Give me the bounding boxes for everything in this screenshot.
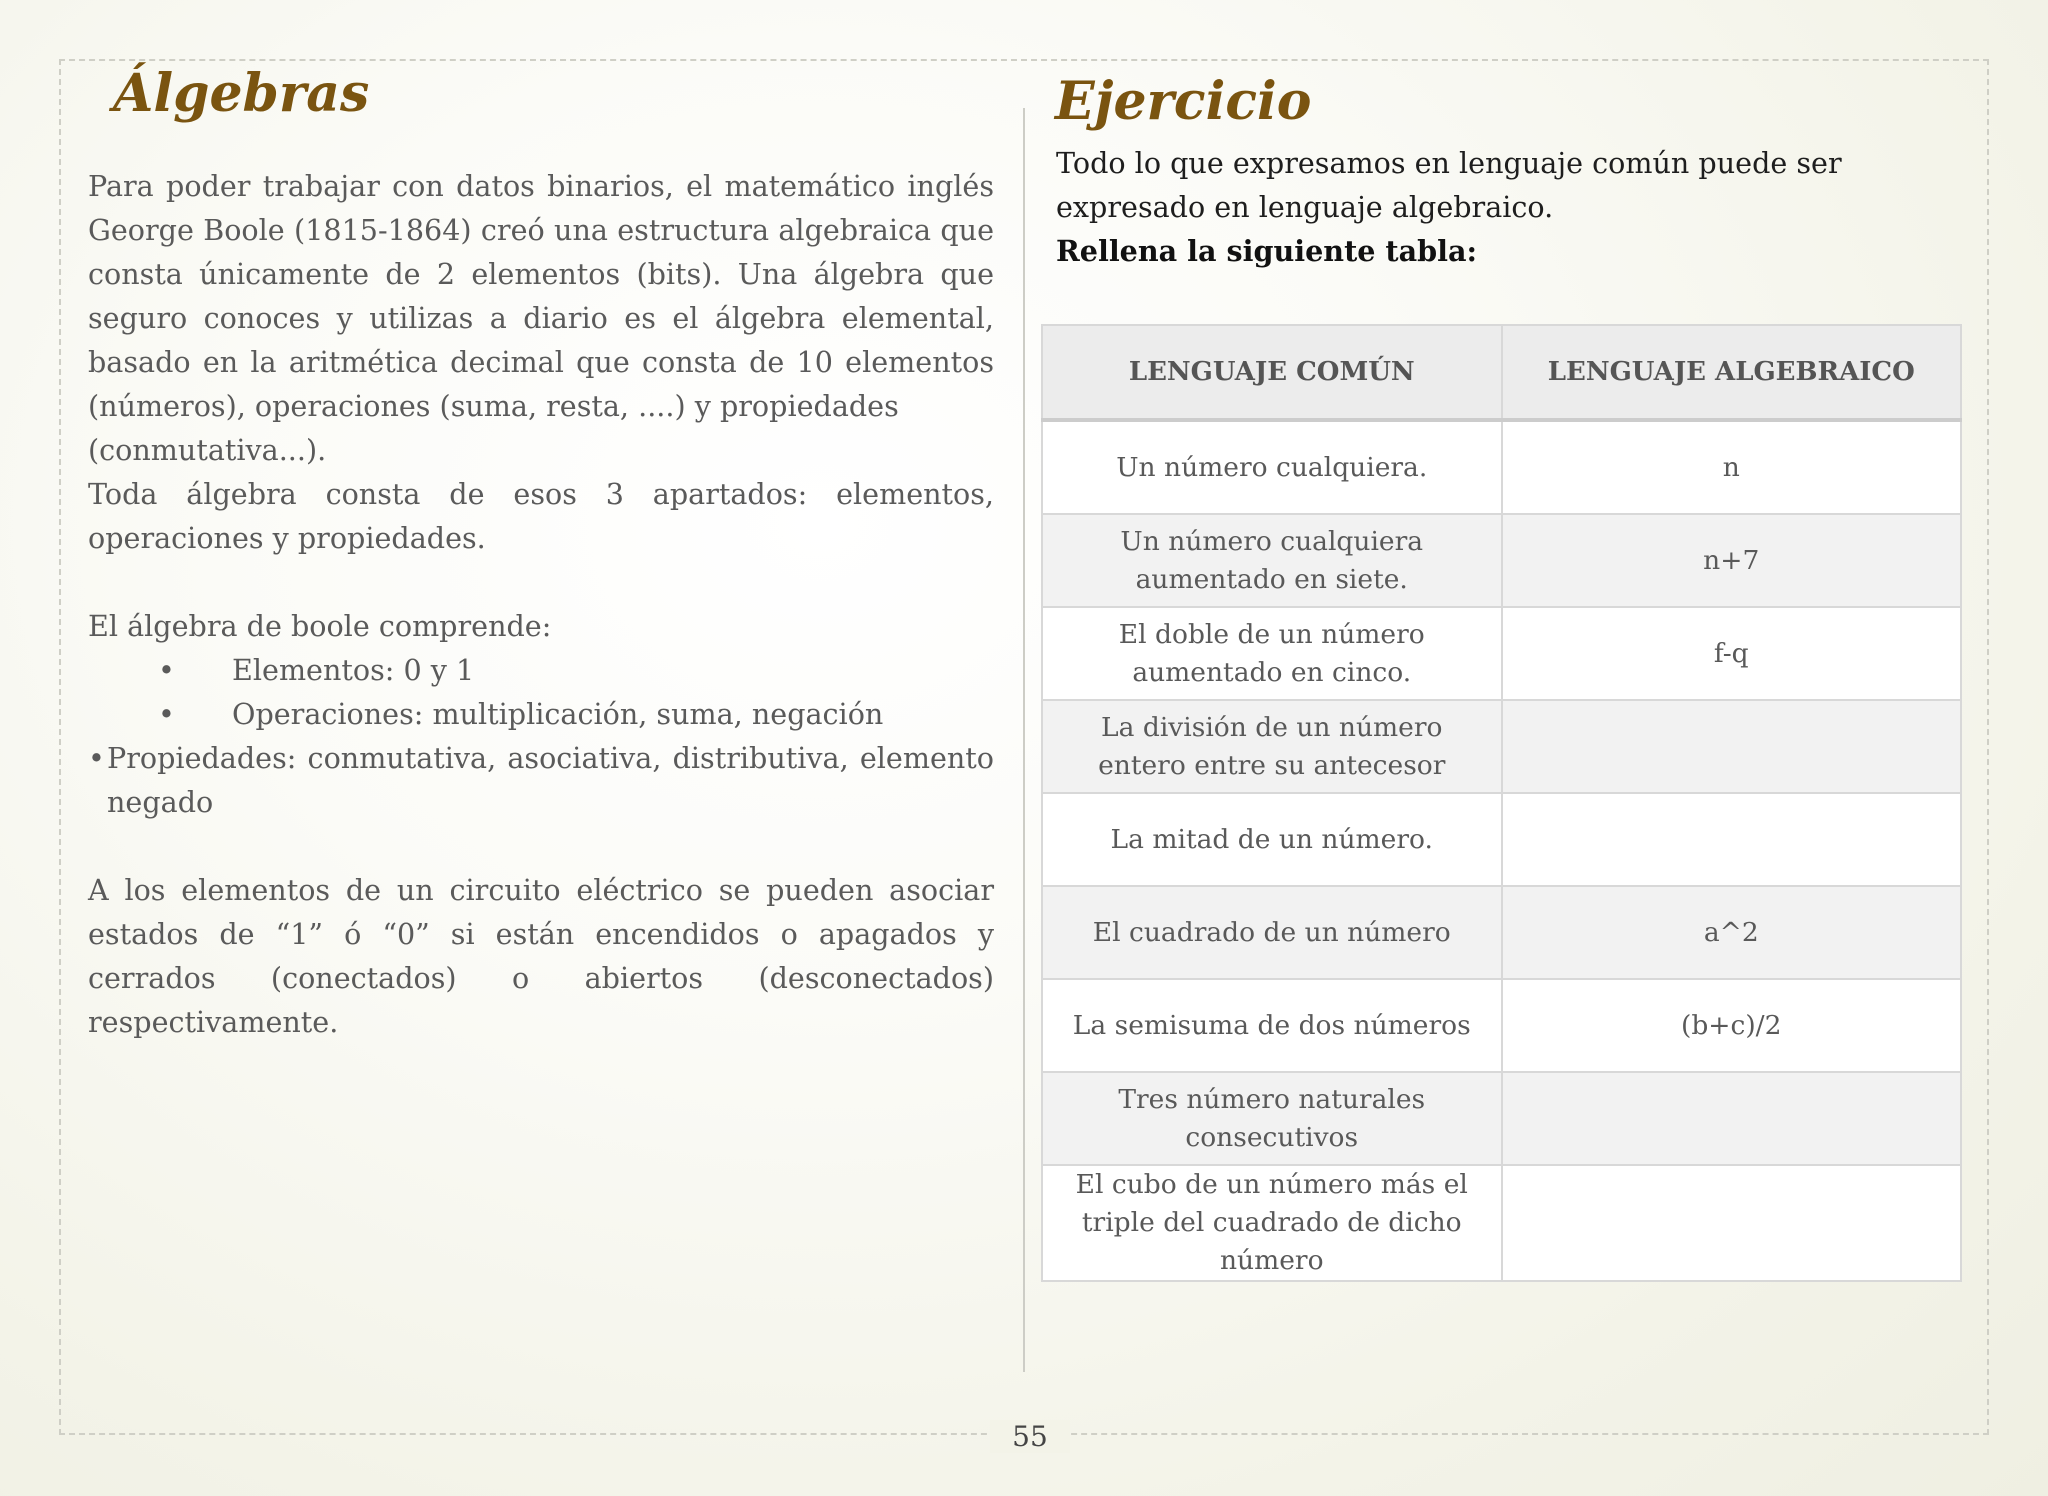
right-title: Ejercicio — [1055, 71, 1312, 132]
table-header-row — [1042, 325, 1961, 420]
bullet-item — [88, 692, 994, 736]
common-cell: La división de un número entero entre su antecesor — [1042, 700, 1502, 793]
bullet-item — [88, 736, 994, 824]
left-column — [88, 164, 994, 1044]
table-row — [1042, 420, 1961, 514]
algebraic-cell[interactable] — [1502, 1165, 1962, 1281]
bullet-dot: • — [88, 741, 105, 775]
table-row — [1042, 1072, 1961, 1165]
bullet-item — [88, 648, 994, 692]
algebraic-cell[interactable] — [1502, 793, 1962, 886]
bullet-text: Operaciones: multiplicación, suma, negación — [232, 697, 884, 731]
algebraic-cell[interactable]: n — [1502, 420, 1962, 514]
table-row — [1042, 607, 1961, 700]
common-cell: Tres número naturales consecutivos — [1042, 1072, 1502, 1165]
exercise-table — [1041, 324, 1962, 1282]
common-cell: El cuadrado de un número — [1042, 886, 1502, 979]
common-cell: Un número cualquiera aumentado en siete. — [1042, 514, 1502, 607]
page-number: 55 — [990, 1420, 1070, 1453]
bullet-dot: • — [158, 697, 175, 731]
algebraic-cell[interactable]: a^2 — [1502, 886, 1962, 979]
boole-heading: El álgebra de boole comprende: — [88, 609, 552, 643]
table-row — [1042, 700, 1961, 793]
common-cell: El cubo de un número más el triple del cuadrado de dicho número — [1042, 1165, 1502, 1281]
table-row — [1042, 1165, 1961, 1281]
exercise-intro — [1056, 141, 1962, 273]
table-row — [1042, 514, 1961, 607]
circuit-paragraph: A los elementos de un circuito eléctrico se pueden asociar estados de “1” ó “0” si están encendidos o apagados y cerrados (conectados) o abiertos (desconectados) respectivamente. — [88, 873, 994, 1039]
column-divider — [1023, 108, 1025, 1372]
common-cell: Un número cualquiera. — [1042, 420, 1502, 514]
header-common-language: LENGUAJE COMÚN — [1042, 325, 1502, 420]
left-title: Álgebras — [113, 63, 370, 124]
parts-paragraph: Toda álgebra consta de esos 3 apartados: elementos, operaciones y propiedades. — [88, 477, 994, 555]
bullet-dot: • — [158, 653, 175, 687]
exercise-description: Todo lo que expresamos en lenguaje común puede ser expresado en lenguaje algebraico. — [1056, 146, 1842, 224]
algebraic-cell[interactable]: n+7 — [1502, 514, 1962, 607]
table-row — [1042, 793, 1961, 886]
exercise-instruction: Rellena la siguiente tabla: — [1056, 234, 1478, 268]
common-cell: La mitad de un número. — [1042, 793, 1502, 886]
algebraic-cell[interactable] — [1502, 700, 1962, 793]
header-algebraic-language: LENGUAJE ALGEBRAICO — [1502, 325, 1962, 420]
algebraic-cell[interactable]: (b+c)/2 — [1502, 979, 1962, 1072]
intro-paragraph: Para poder trabajar con datos binarios, el matemático inglés George Boole (1815-1864) creó una estructura algebraica que consta únicamente de 2 elementos (bits). Una álgebra que seguro conoces y utilizas a diario es el álgebra elemental, basado en la aritmética decimal que consta de 10 elementos (números), operaciones (suma, resta, ....) y propiedades — [88, 169, 994, 423]
common-cell: La semisuma de dos números — [1042, 979, 1502, 1072]
common-cell: El doble de un número aumentado en cinco. — [1042, 607, 1502, 700]
bullet-text: Elementos: 0 y 1 — [232, 653, 475, 687]
algebraic-cell[interactable] — [1502, 1072, 1962, 1165]
table-row — [1042, 979, 1961, 1072]
table-row — [1042, 886, 1961, 979]
intro-tail: (conmutativa...). — [88, 433, 327, 467]
algebraic-cell[interactable]: f-q — [1502, 607, 1962, 700]
bullet-text: Propiedades: conmutativa, asociativa, distributiva, elemento negado — [107, 741, 994, 819]
